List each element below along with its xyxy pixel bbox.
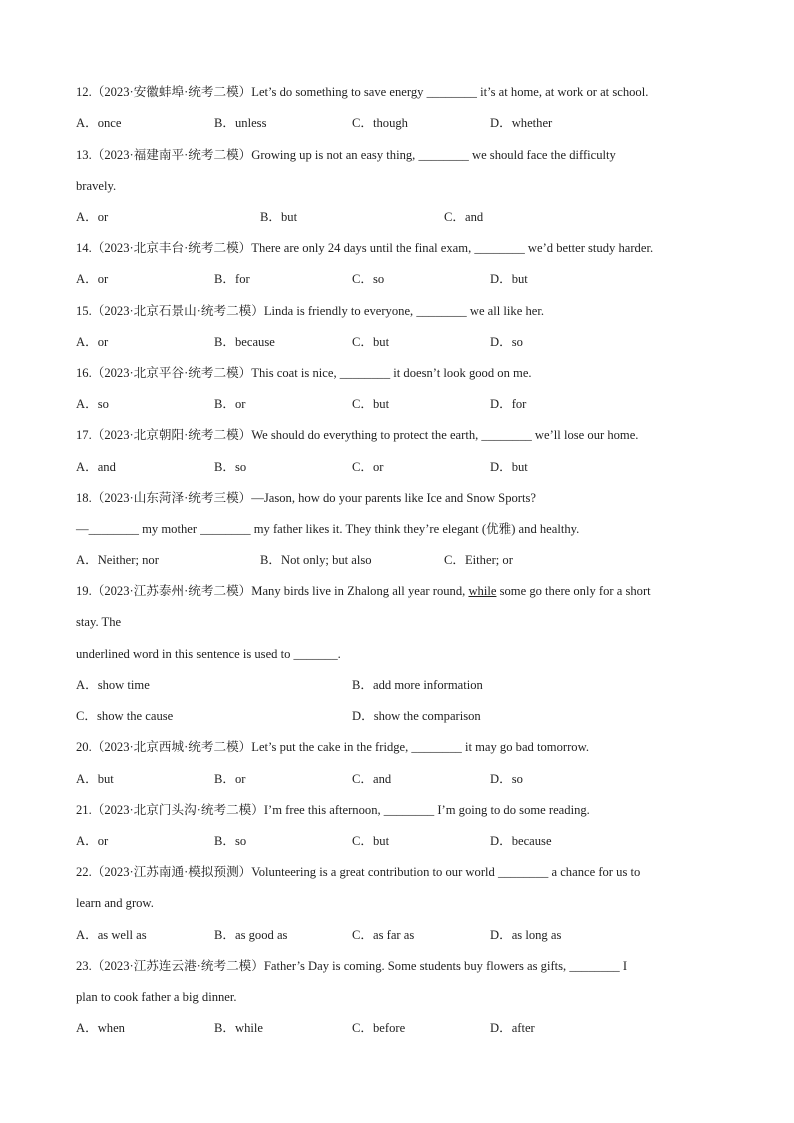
question-21-option-b: B．so xyxy=(214,834,247,848)
question-21-option-d: D．because xyxy=(490,834,552,848)
question-22-option-b: B．as good as xyxy=(214,928,288,942)
question-19-stem-cont-2: underlined word in this sentence is used to _______. xyxy=(76,647,341,661)
question-18-option-b: B．Not only; but also xyxy=(260,553,372,567)
question-23-stem-cont: plan to cook father a big dinner. xyxy=(76,990,237,1004)
question-16-option-c: C．but xyxy=(352,397,390,411)
question-18-stem: 18.（2023·山东菏泽·统考三模）—Jason, how do your parents like Ice and Snow Sports? xyxy=(76,491,536,505)
question-19-stem-cont: stay. The xyxy=(76,615,122,629)
question-12-stem: 12.（2023·安徽蚌埠·统考二模）Let’s do something to save energy ________ it’s at home, at work or at school. xyxy=(76,85,649,99)
question-18-option-c: C．Either; or xyxy=(444,553,513,567)
question-14-stem: 14.（2023·北京丰台·统考二模）There are only 24 days until the final exam, ________ we’d better study harder. xyxy=(76,241,654,255)
question-23-option-c: C．before xyxy=(352,1021,406,1035)
question-21-stem: 21.（2023·北京门头沟·统考二模）I’m free this afternoon, ________ I’m going to do some reading. xyxy=(76,803,590,817)
question-12-option-a: A．once xyxy=(76,116,122,130)
question-16-option-a: A．so xyxy=(76,397,109,411)
question-20-option-c: C．and xyxy=(352,772,392,786)
question-20-option-a: A．but xyxy=(76,772,114,786)
question-13-option-a: A．or xyxy=(76,210,109,224)
question-20-stem: 20.（2023·北京西城·统考二模）Let’s put the cake in the fridge, ________ it may go bad tomorrow. xyxy=(76,740,589,754)
question-15-option-b: B．because xyxy=(214,335,275,349)
question-19-option-c: C．show the cause xyxy=(76,709,174,723)
question-16-option-d: D．for xyxy=(490,397,527,411)
question-19-stem xyxy=(76,583,726,599)
question-23-option-d: D．after xyxy=(490,1021,535,1035)
question-20-option-b: B．or xyxy=(214,772,246,786)
question-16-stem: 16.（2023·北京平谷·统考二模）This coat is nice, ________ it doesn’t look good on me. xyxy=(76,366,532,380)
question-15-option-d: D．so xyxy=(490,335,523,349)
question-12-option-c: C．though xyxy=(352,116,408,130)
question-23-stem: 23.（2023·江苏连云港·统考二模）Father’s Day is coming. Some students buy flowers as gifts, ________ I xyxy=(76,959,628,973)
question-12-option-d: D．whether xyxy=(490,116,553,130)
question-22-option-d: D．as long as xyxy=(490,928,562,942)
question-13-stem-cont: bravely. xyxy=(76,179,117,193)
question-23-option-b: B．while xyxy=(214,1021,263,1035)
question-14-option-d: D．but xyxy=(490,272,528,286)
question-20-option-d: D．so xyxy=(490,772,523,786)
question-22-option-c: C．as far as xyxy=(352,928,415,942)
question-19-stem-prefix: 19.（2023·江苏泰州·统考二模）Many birds live in Zhalong all year round, xyxy=(76,584,469,598)
question-19-option-d: D．show the comparison xyxy=(352,709,481,723)
question-21-option-a: A．or xyxy=(76,834,109,848)
question-22-option-a: A．as well as xyxy=(76,928,147,942)
question-15-option-a: A．or xyxy=(76,335,109,349)
question-13-option-c: C．and xyxy=(444,210,484,224)
question-23-option-a: A．when xyxy=(76,1021,125,1035)
question-19-stem-suffix: some go there only for a short xyxy=(496,584,651,598)
question-19-option-b: B．add more information xyxy=(352,678,483,692)
question-12-option-b: B．unless xyxy=(214,116,267,130)
question-15-option-c: C．but xyxy=(352,335,390,349)
question-17-option-b: B．so xyxy=(214,460,247,474)
question-19-underlined-word: while xyxy=(468,584,497,598)
question-14-option-a: A．or xyxy=(76,272,109,286)
question-18-stem-cont: —________ my mother ________ my father likes it. They think they’re elegant (优雅) and healthy. xyxy=(76,522,580,536)
question-13-option-b: B．but xyxy=(260,210,298,224)
question-17-option-a: A．and xyxy=(76,460,116,474)
question-22-stem-cont: learn and grow. xyxy=(76,896,154,910)
question-16-option-b: B．or xyxy=(214,397,246,411)
question-14-option-c: C．so xyxy=(352,272,385,286)
question-18-option-a: A．Neither; nor xyxy=(76,553,159,567)
question-19-option-a: A．show time xyxy=(76,678,150,692)
question-21-option-c: C．but xyxy=(352,834,390,848)
question-14-option-b: B．for xyxy=(214,272,250,286)
question-13-stem: 13.（2023·福建南平·统考二模）Growing up is not an easy thing, ________ we should face the difficulty xyxy=(76,148,616,162)
question-22-stem: 22.（2023·江苏南通·模拟预测）Volunteering is a great contribution to our world ________ a chance for us to xyxy=(76,865,641,879)
question-17-option-c: C．or xyxy=(352,460,384,474)
question-17-stem: 17.（2023·北京朝阳·统考二模）We should do everything to protect the earth, ________ we’ll lose our home. xyxy=(76,428,639,442)
question-15-stem: 15.（2023·北京石景山·统考二模）Linda is friendly to everyone, ________ we all like her. xyxy=(76,304,544,318)
question-17-option-d: D．but xyxy=(490,460,528,474)
